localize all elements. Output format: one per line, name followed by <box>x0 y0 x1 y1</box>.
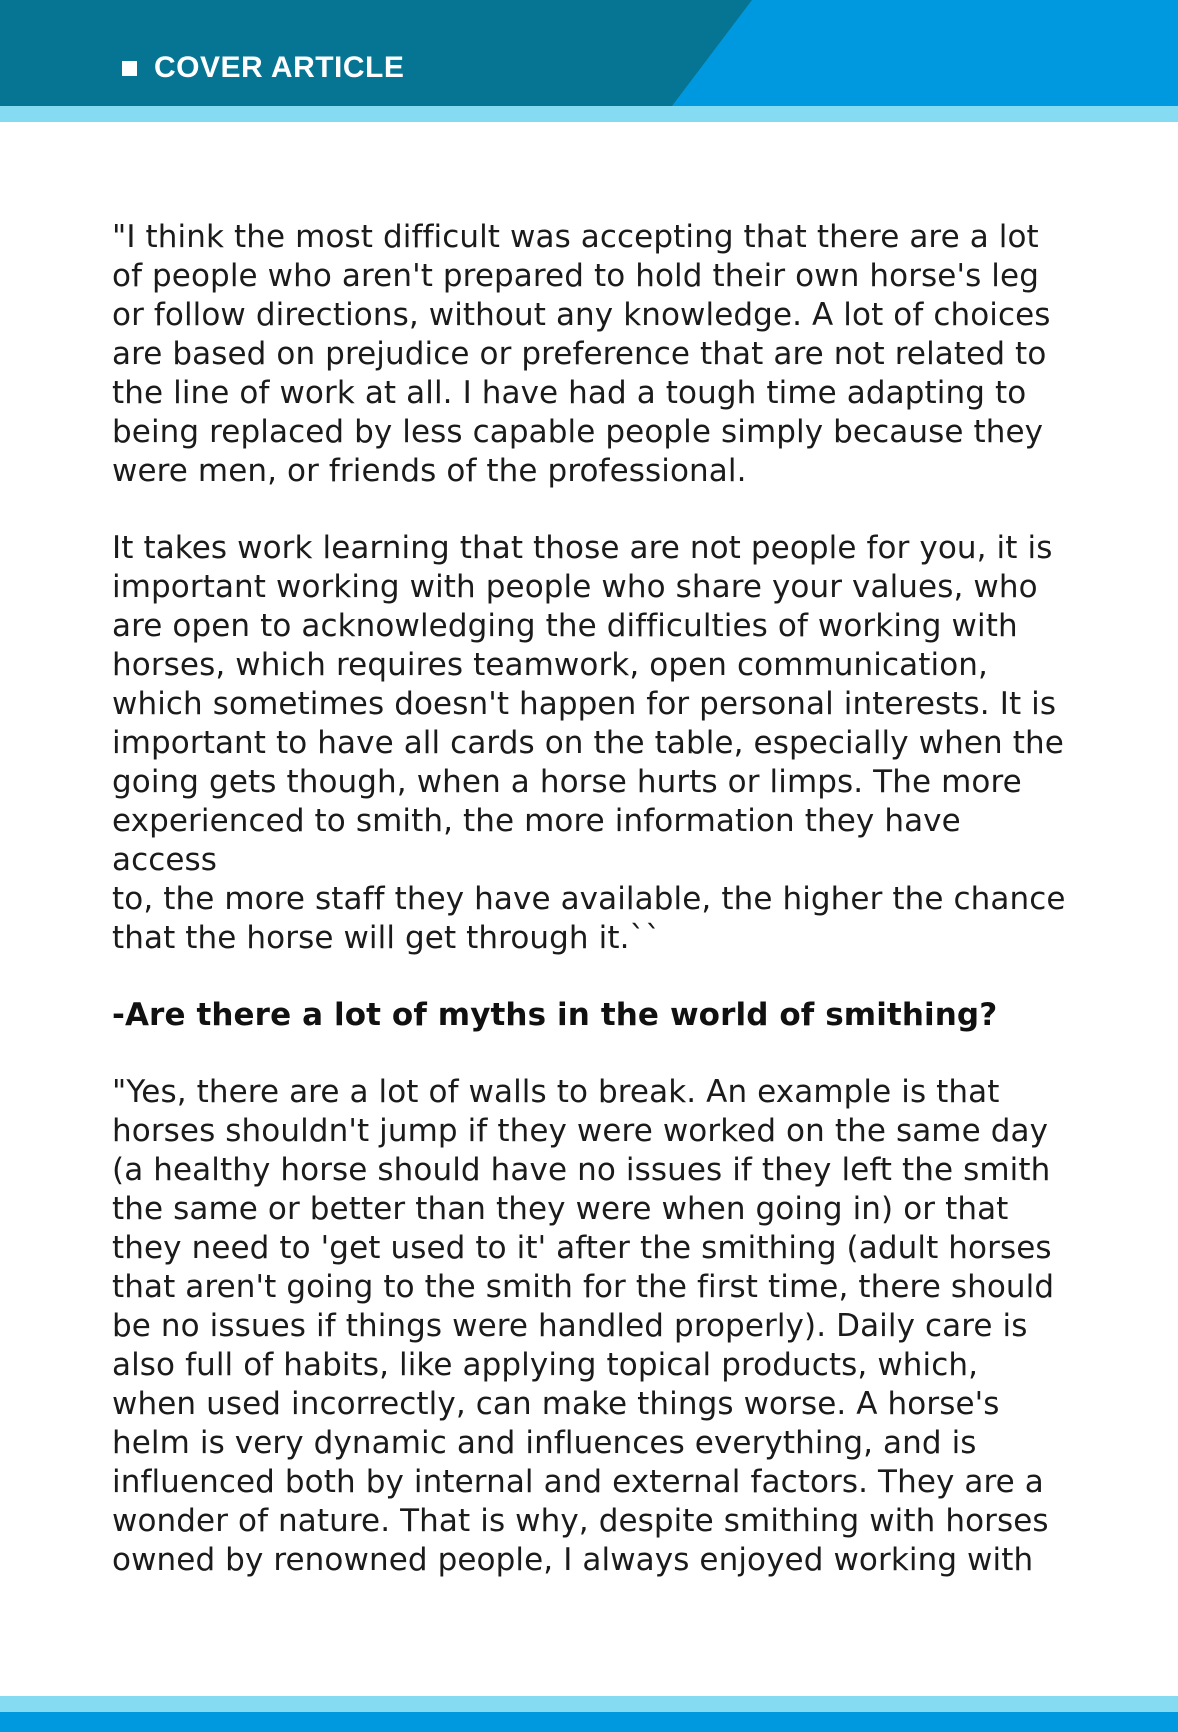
square-bullet-icon <box>122 61 137 76</box>
article-paragraph-2: It takes work learning that those are not people for you, it is important working with people who share your values, who are open to acknowledging the difficulties of working with horses, which requires teamwork, open communication, which sometimes doesn't happen for personal interests. It is important to have all cards on the table, especially when the going gets though, when a horse hurts or limps. The more experienced to smith, the more information they have access to, the more staff they have available, the higher the chance that the horse will get through it.`` <box>112 530 1066 956</box>
article-paragraph-3: "Yes, there are a lot of walls to break. An example is that horses shouldn't jump if they were worked on the same day (a healthy horse should have no issues if they left the smith the same or better than they were when going in) or that they need to 'get used to it' after the smithing (adult horses that aren't going to the smith for the first time, there should be no issues if things were handled properly). Daily care is also full of habits, like applying topical products, which, when used incorrectly, can make things worse. A horse's helm is very dynamic and influences everything, and is influenced both by internal and external factors. They are a wonder of nature. That is why, despite smithing with horses owned by renowned people, I always enjoyed working with <box>112 1074 1055 1578</box>
interview-question: -Are there a lot of myths in the world of smithing? <box>112 997 998 1033</box>
page-header <box>0 0 1178 106</box>
page-footer-band <box>0 1712 1178 1732</box>
section-label <box>122 46 404 90</box>
article-body <box>112 218 1072 1618</box>
header-accent-stripe <box>0 106 1178 122</box>
section-label-text: COVER ARTICLE <box>154 51 405 84</box>
footer-accent-stripe <box>0 1696 1178 1712</box>
article-paragraph-1: "I think the most difficult was accepting that there are a lot of people who aren't prepared to hold their own horse's leg or follow directions, without any knowledge. A lot of choices are based on prejudice or preference that are not related to the line of work at all. I have had a tough time adapting to being replaced by less capable people simply because they were men, or friends of the professional. <box>112 219 1051 489</box>
